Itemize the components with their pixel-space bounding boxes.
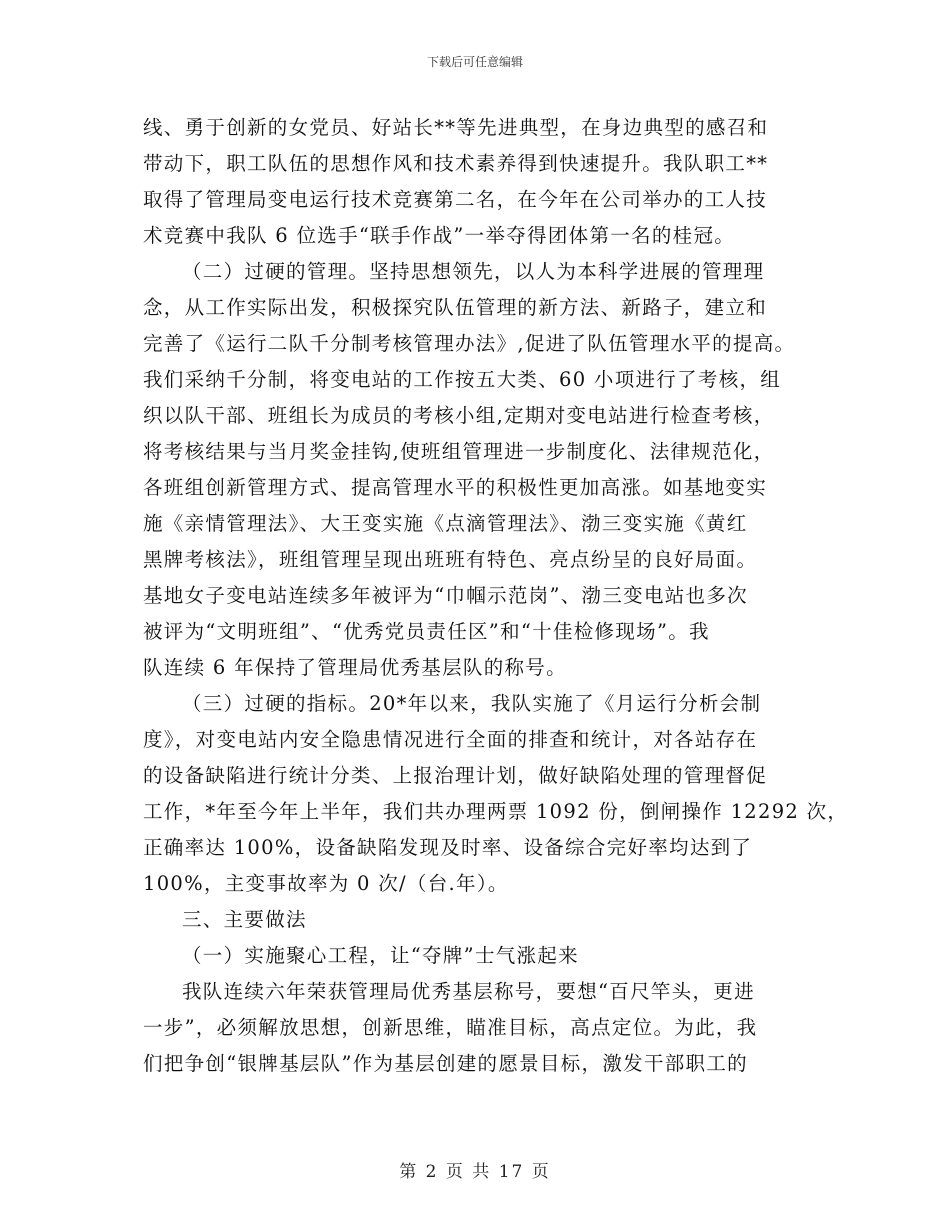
text-line: 线、勇于创新的女党员、好站长**等先进典型，在身边典型的感召和 <box>143 116 769 139</box>
page-header: 下载后可任意编辑 <box>426 55 523 69</box>
text-line: 正确率达 100%，设备缺陷发现及时率、设备综合完好率均达到了 <box>143 836 753 859</box>
text-line: 术竞赛中我队 6 位选手“联手作战”一举夺得团体第一名的桂冠。 <box>143 224 736 247</box>
text-line: 度》，对变电站内安全隐患情况进行全面的排查和统计，对各站存在 <box>143 728 758 751</box>
text-line: 将考核结果与当月奖金挂钩,使班组管理进一步制度化、法律规范化， <box>143 440 775 463</box>
text-line: （三）过硬的指标。20*年以来，我队实施了《月运行分析会制 <box>182 692 762 715</box>
page-number-footer: 第 2 页 共 17 页 <box>399 1162 551 1182</box>
text-line: 各班组创新管理方式、提高管理水平的积极性更加高涨。如基地变实 <box>143 476 768 499</box>
text-line: 黑牌考核法》，班组管理呈现出班班有特色、亮点纷呈的良好局面。 <box>143 548 758 571</box>
text-line: 基地女子变电站连续多年被评为“巾帼示范岗”、渤三变电站也多次 <box>143 584 748 607</box>
text-line: 念，从工作实际出发，积极探究队伍管理的新方法、新路子，建立和 <box>143 296 768 319</box>
text-line: 带动下，职工队伍的思想作风和技术素养得到快速提升。我队职工** <box>143 152 769 175</box>
text-line: 织以队干部、班组长为成员的考核小组,定期对变电站进行检查考核， <box>143 404 775 427</box>
text-line: 的设备缺陷进行统计分类、上报治理计划，做好缺陷处理的管理督促 <box>143 764 768 787</box>
text-line: 工作，*年至今年上半年，我们共办理两票 1092 份，倒闸操作 12292 次， <box>143 800 849 823</box>
document-body <box>143 110 849 1082</box>
text-line: 施《亲情管理法》、大王变实施《点滴管理法》、渤三变实施《黄红 <box>143 512 748 535</box>
text-line: 我队连续六年荣获管理局优秀基层称号，要想“百尺竿头，更进 <box>182 980 755 1003</box>
text-line: 完善了《运行二队千分制考核管理办法》,促进了队伍管理水平的提高。 <box>143 332 796 355</box>
text-line: 一步”，必须解放思想，创新思维，瞄准目标，高点定位。为此，我 <box>143 1016 758 1039</box>
text-line: （二）过硬的管理。坚持思想领先，以人为本科学进展的管理理 <box>182 260 765 283</box>
text-line: 们把争创“银牌基层队”作为基层创建的愿景目标，激发干部职工的 <box>143 1052 748 1075</box>
text-line: 100%，主变事故率为 0 次/（台.年）。 <box>143 872 509 895</box>
text-line: （一）实施聚心工程，让“夺牌”士气涨起来 <box>182 944 579 967</box>
text-line: 取得了管理局变电运行技术竞赛第二名，在今年在公司举办的工人技 <box>143 188 768 211</box>
text-line: 队连续 6 年保持了管理局优秀基层队的称号。 <box>143 656 567 679</box>
text-line: 被评为“文明班组”、“优秀党员责任区”和“十佳检修现场”。我 <box>143 620 710 643</box>
text-line: 三、主要做法 <box>182 908 307 931</box>
text-line: 我们采纳千分制，将变电站的工作按五大类、60 小项进行了考核，组 <box>143 368 782 391</box>
